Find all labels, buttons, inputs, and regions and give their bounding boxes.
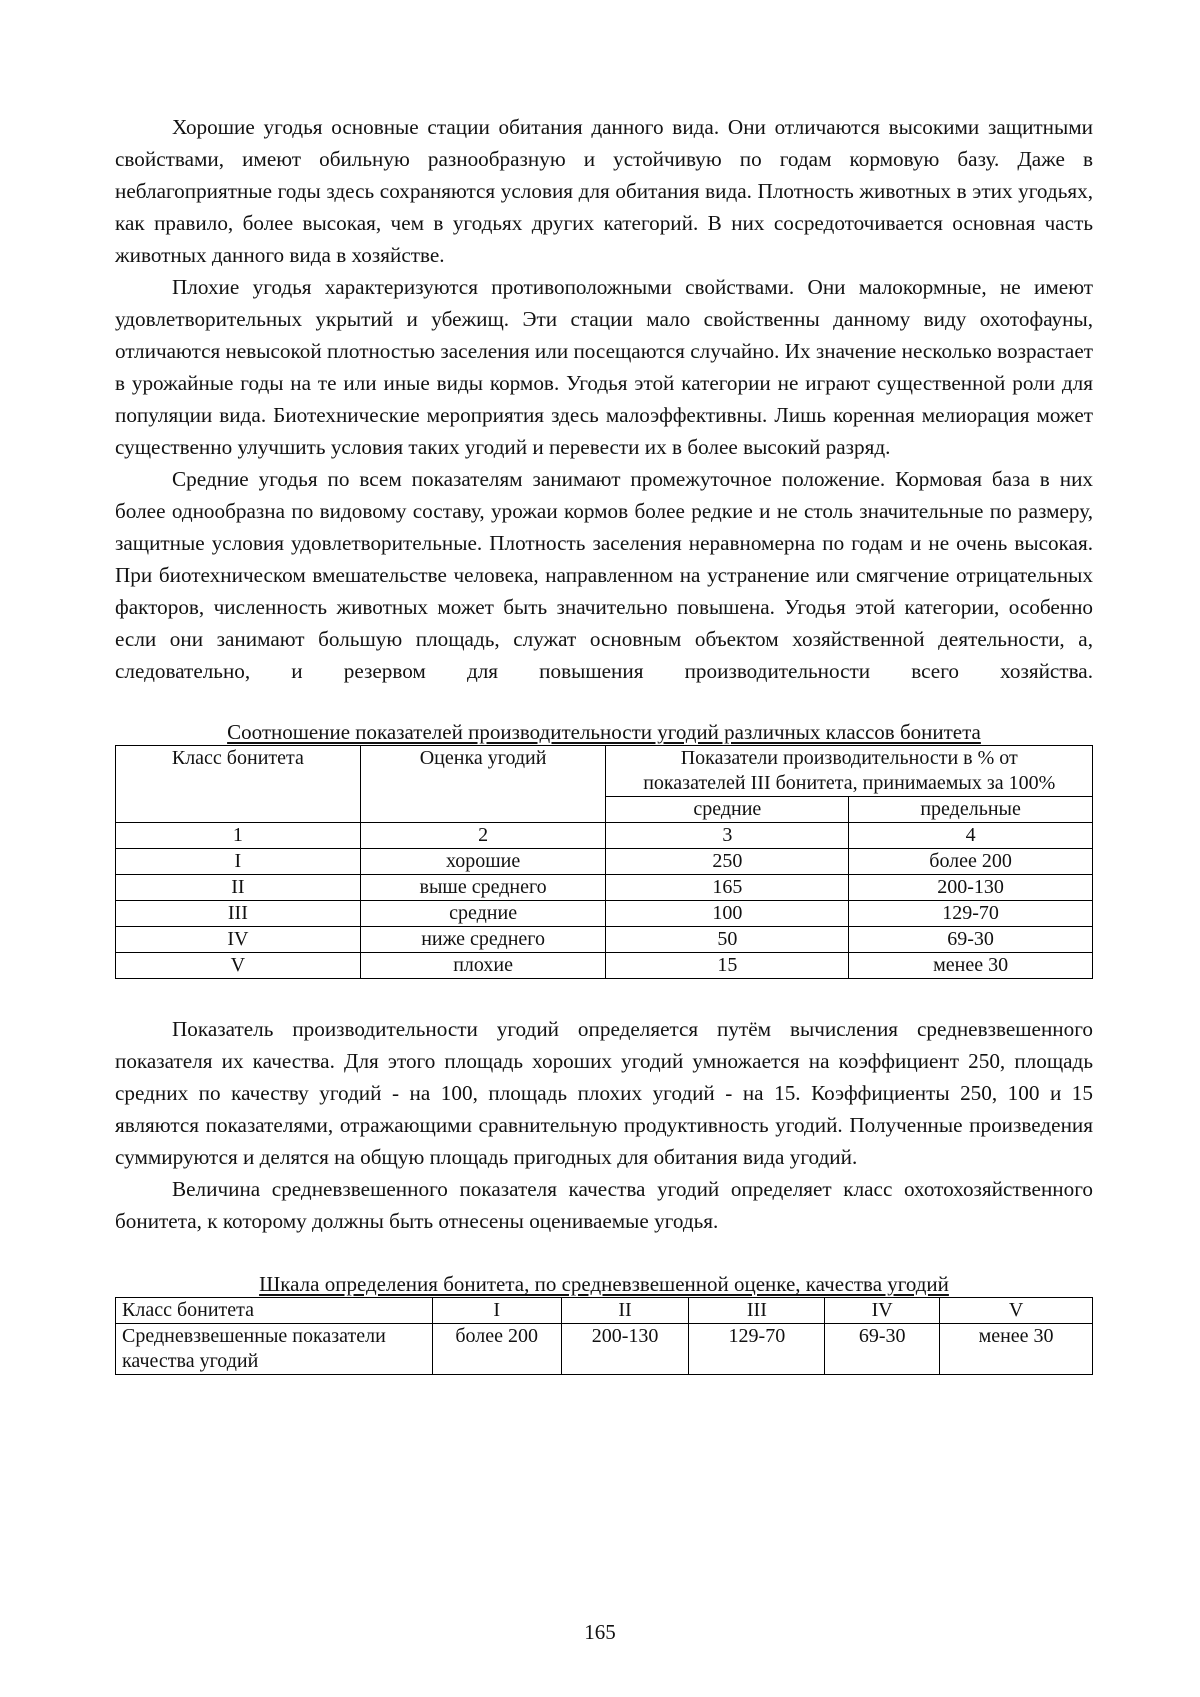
class-header: IV xyxy=(825,1298,940,1324)
productivity-table xyxy=(115,745,1093,979)
table-row xyxy=(116,849,1093,875)
cell-value: 69-30 xyxy=(825,1324,940,1375)
header-class: Класс бонитета xyxy=(116,746,361,823)
class-header: V xyxy=(940,1298,1093,1324)
table2-caption: Шкала определения бонитета, по средневзвешенной оценке, качества угодий xyxy=(259,1272,949,1296)
cell-class: III xyxy=(116,901,361,927)
table1-caption: Соотношение показателей производительности угодий различных классов бонитета xyxy=(227,720,981,744)
cell-value: 200-130 xyxy=(561,1324,689,1375)
row-label-line2: качества угодий xyxy=(122,1350,259,1372)
cell-average: 50 xyxy=(606,927,849,953)
cell-class: IV xyxy=(116,927,361,953)
cell-average: 250 xyxy=(606,849,849,875)
table-row xyxy=(116,875,1093,901)
cell-value: 129-70 xyxy=(689,1324,825,1375)
cell-rating: ниже среднего xyxy=(360,927,606,953)
cell-average: 100 xyxy=(606,901,849,927)
table-row xyxy=(116,953,1093,979)
class-header: III xyxy=(689,1298,825,1324)
table-row xyxy=(116,927,1093,953)
cell-average: 15 xyxy=(606,953,849,979)
header-rating: Оценка угодий xyxy=(360,746,606,823)
header-performance-line2: показателей III бонитета, принимаемых за 100% xyxy=(643,772,1056,794)
cell-max: более 200 xyxy=(849,849,1093,875)
class-header: II xyxy=(561,1298,689,1324)
table-row xyxy=(116,1298,1093,1324)
cell-class: II xyxy=(116,875,361,901)
header-performance-line1: Показатели производительности в % от xyxy=(680,747,1018,769)
cell-max: 200-130 xyxy=(849,875,1093,901)
row-label xyxy=(116,1324,433,1375)
document-page xyxy=(115,111,1093,1375)
row-label-line1: Средневзвешенные показатели xyxy=(122,1325,386,1347)
cell-max: 129-70 xyxy=(849,901,1093,927)
page-number: 165 xyxy=(584,1620,616,1644)
paragraph-good-lands: Хорошие угодья основные стации обитания данного вида. Они отличаются высокими защитными свойствами, имеют обильную разнообразную и устойчивую по годам кормовую базу. Даже в неблагоприятные годы здесь сохраняются условия для обитания вида. Плотность животных в этих угодьях, как правило, более высокая, чем в угодьях других категорий. В них сосредоточивается основная часть животных данного вида в хозяйстве. xyxy=(115,115,1093,267)
cell-rating: средние xyxy=(360,901,606,927)
bonitet-scale-table xyxy=(115,1297,1093,1375)
header-average: средние xyxy=(606,797,849,823)
column-number: 3 xyxy=(606,823,849,849)
paragraph-bonitet-class: Величина средневзвешенного показателя качества угодий определяет класс охотохозяйственного бонитета, к которому должны быть отнесены оцениваемые угодья. xyxy=(115,1177,1093,1233)
table-row xyxy=(116,1324,1093,1375)
cell-class: V xyxy=(116,953,361,979)
cell-value: более 200 xyxy=(432,1324,561,1375)
paragraph-calculation: Показатель производительности угодий определяется путём вычисления средневзвешенного показателя их качества. Для этого площадь хороших угодий умножается на коэффициент 250, площадь средних по качеству угодий - на 100, площадь плохих угодий - на 15. Коэффициенты 250, 100 и 15 являются показателями, отражающими сравнительную продуктивность угодий. Полученные произведения суммируются и делятся на общую площадь пригодных для обитания вида угодий. xyxy=(115,1017,1093,1169)
header-class: Класс бонитета xyxy=(116,1298,433,1324)
cell-max: менее 30 xyxy=(849,953,1093,979)
cell-max: 69-30 xyxy=(849,927,1093,953)
header-max: предельные xyxy=(849,797,1093,823)
column-number: 4 xyxy=(849,823,1093,849)
cell-rating: хорошие xyxy=(360,849,606,875)
column-number: 1 xyxy=(116,823,361,849)
cell-class: I xyxy=(116,849,361,875)
cell-value: менее 30 xyxy=(940,1324,1093,1375)
table-row xyxy=(116,901,1093,927)
cell-average: 165 xyxy=(606,875,849,901)
paragraph-poor-lands: Плохие угодья характеризуются противоположными свойствами. Они малокормные, не имеют удовлетворительных укрытий и убежищ. Эти стации мало свойственны данному виду охотофауны, отличаются невысокой плотностью заселения или посещаются случайно. Их значение несколько возрастает в урожайные годы на те или иные виды кормов. Угодья этой категории не играют существенной роли для популяции вида. Биотехнические мероприятия здесь малоэффективны. Лишь коренная мелиорация может существенно улучшить условия таких угодий и перевести их в более высокий разряд. xyxy=(115,275,1093,459)
paragraph-average-lands: Средние угодья по всем показателям занимают промежуточное положение. Кормовая база в них более однообразна по видовому составу, урожаи кормов более редкие и не столь значительные по размеру, защитные условия удовлетворительные. Плотность заселения неравномерна по годам и не очень высокая. При биотехническом вмешательстве человека, направленном на устранение или смягчение отрицательных факторов, численность животных может быть значительно повышена. Угодья этой категории, особенно если они занимают большую площадь, служат основным объектом хозяйственной деятельности, а, следовательно, и резервом для повышения производительности всего хозяйства. xyxy=(115,467,1093,683)
class-header: I xyxy=(432,1298,561,1324)
header-performance xyxy=(606,746,1093,797)
cell-rating: плохие xyxy=(360,953,606,979)
cell-rating: выше среднего xyxy=(360,875,606,901)
column-number: 2 xyxy=(360,823,606,849)
